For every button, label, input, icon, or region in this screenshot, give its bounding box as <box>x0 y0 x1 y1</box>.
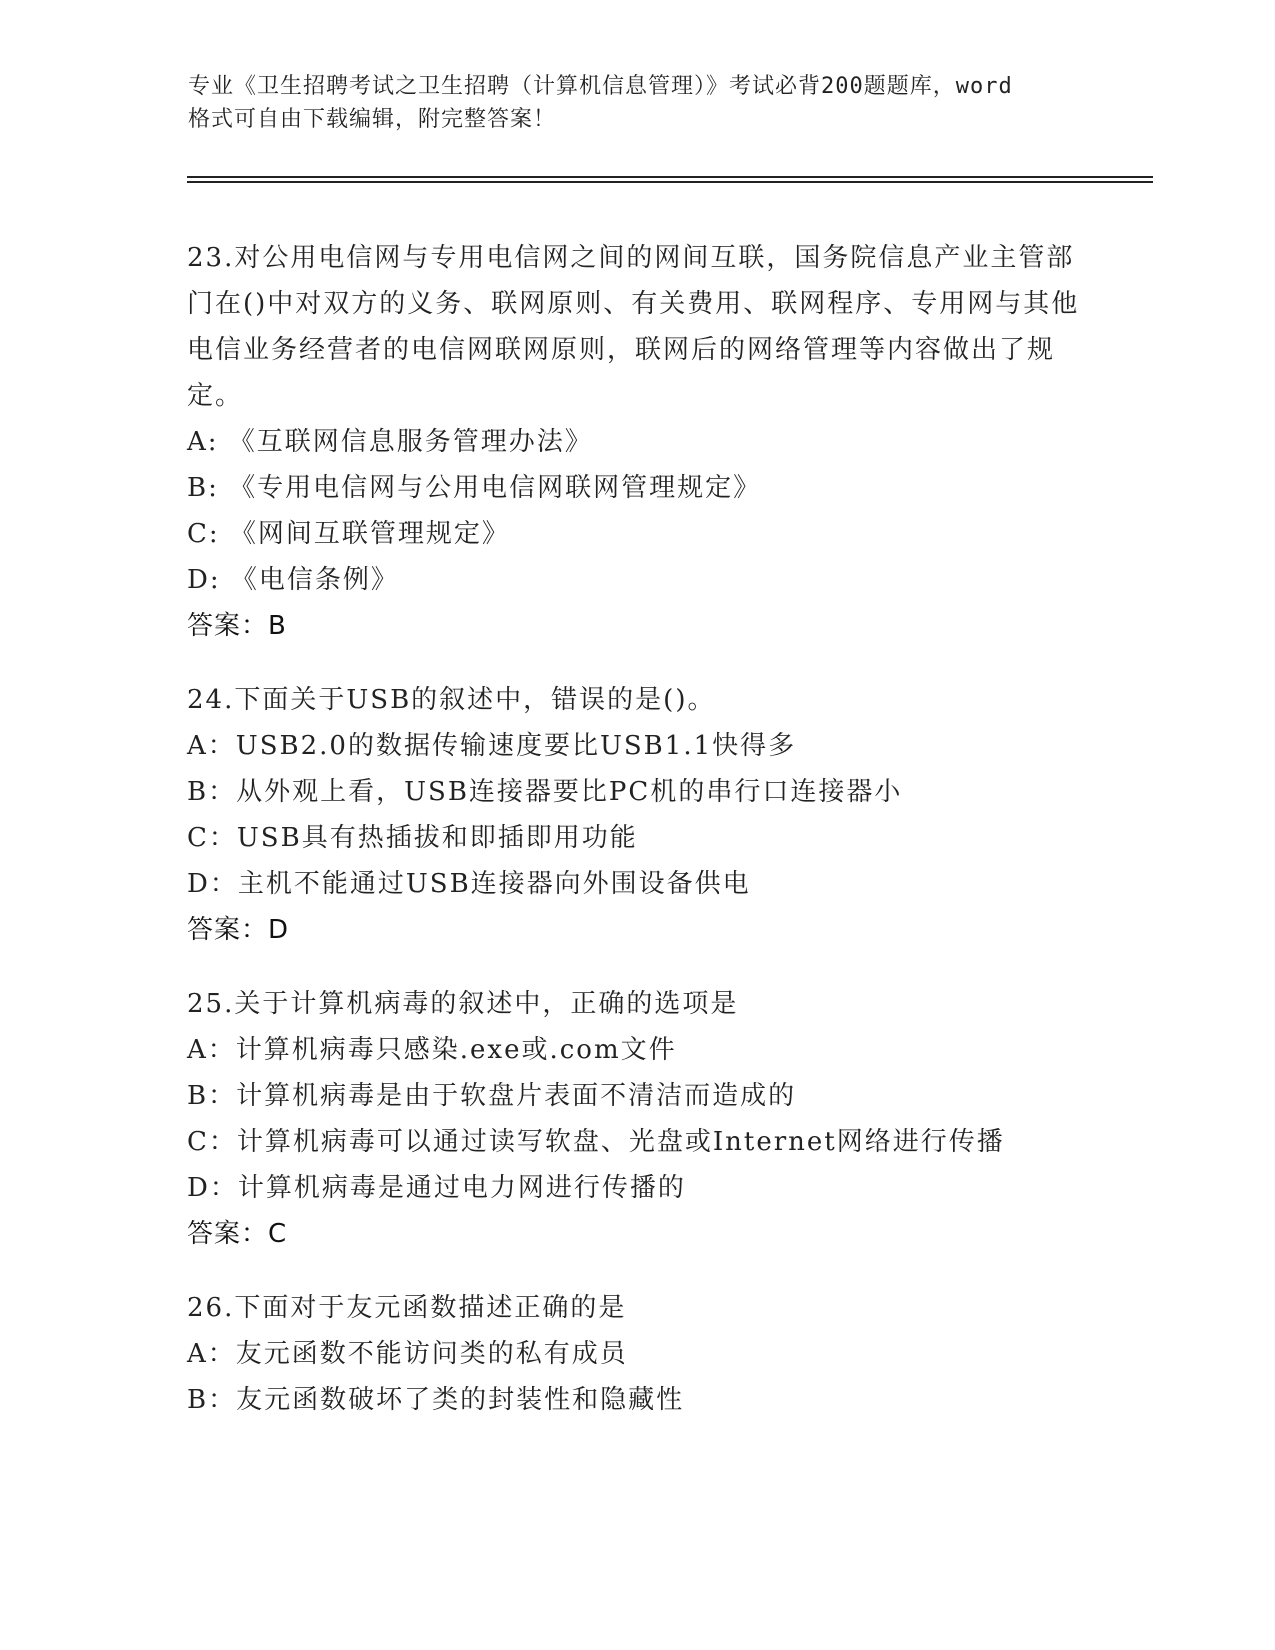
option-a: A：USB2.0的数据传输速度要比USB1.1快得多 <box>187 731 797 761</box>
option-a: A：友元函数不能访问类的私有成员 <box>187 1339 628 1369</box>
document-header <box>188 70 1088 136</box>
question-26 <box>187 1285 1087 1423</box>
question-stem: 23.对公用电信网与专用电信网之间的网间互联，国务院信息产业主管部门在()中对双方的义务、联网原则、有关费用、联网程序、专用网与其他电信业务经营者的电信网联网原则，联网后的网络管理等内容做出了规定。 <box>187 243 1080 411</box>
option-c: C: 《网间互联管理规定》 <box>187 519 510 549</box>
header-divider-top <box>187 176 1153 178</box>
option-b: B: 《专用电信网与公用电信网联网管理规定》 <box>187 473 762 503</box>
question-stem: 24.下面关于USB的叙述中，错误的是()。 <box>187 685 716 715</box>
option-a: A: 《互联网信息服务管理办法》 <box>187 427 593 457</box>
option-d: D：计算机病毒是通过电力网进行传播的 <box>187 1173 686 1203</box>
option-c: C：USB具有热插拔和即插即用功能 <box>187 823 638 853</box>
option-b: B：从外观上看，USB连接器要比PC机的串行口连接器小 <box>187 777 903 807</box>
header-line-2: 格式可自由下载编辑，附完整答案！ <box>188 107 557 132</box>
header-line-1: 专业《卫生招聘考试之卫生招聘（计算机信息管理）》考试必背200题题库，word <box>188 74 1013 99</box>
option-a: A：计算机病毒只感染.exe或.com文件 <box>187 1035 677 1065</box>
question-stem: 25.关于计算机病毒的叙述中，正确的选项是 <box>187 989 739 1019</box>
option-c: C：计算机病毒可以通过读写软盘、光盘或Internet网络进行传播 <box>187 1127 1005 1157</box>
question-list <box>187 235 1087 1451</box>
question-23 <box>187 235 1087 649</box>
option-d: D: 《电信条例》 <box>187 565 399 595</box>
answer-label: 答案：B <box>187 611 287 641</box>
question-24 <box>187 677 1087 953</box>
answer-label: 答案：D <box>187 915 290 945</box>
option-d: D：主机不能通过USB连接器向外围设备供电 <box>187 869 751 899</box>
question-stem: 26.下面对于友元函数描述正确的是 <box>187 1293 627 1323</box>
answer-label: 答案：C <box>187 1219 288 1249</box>
option-b: B：友元函数破坏了类的封装性和隐藏性 <box>187 1385 685 1415</box>
option-b: B：计算机病毒是由于软盘片表面不清洁而造成的 <box>187 1081 797 1111</box>
header-divider-bottom <box>187 181 1153 183</box>
question-25 <box>187 981 1087 1257</box>
